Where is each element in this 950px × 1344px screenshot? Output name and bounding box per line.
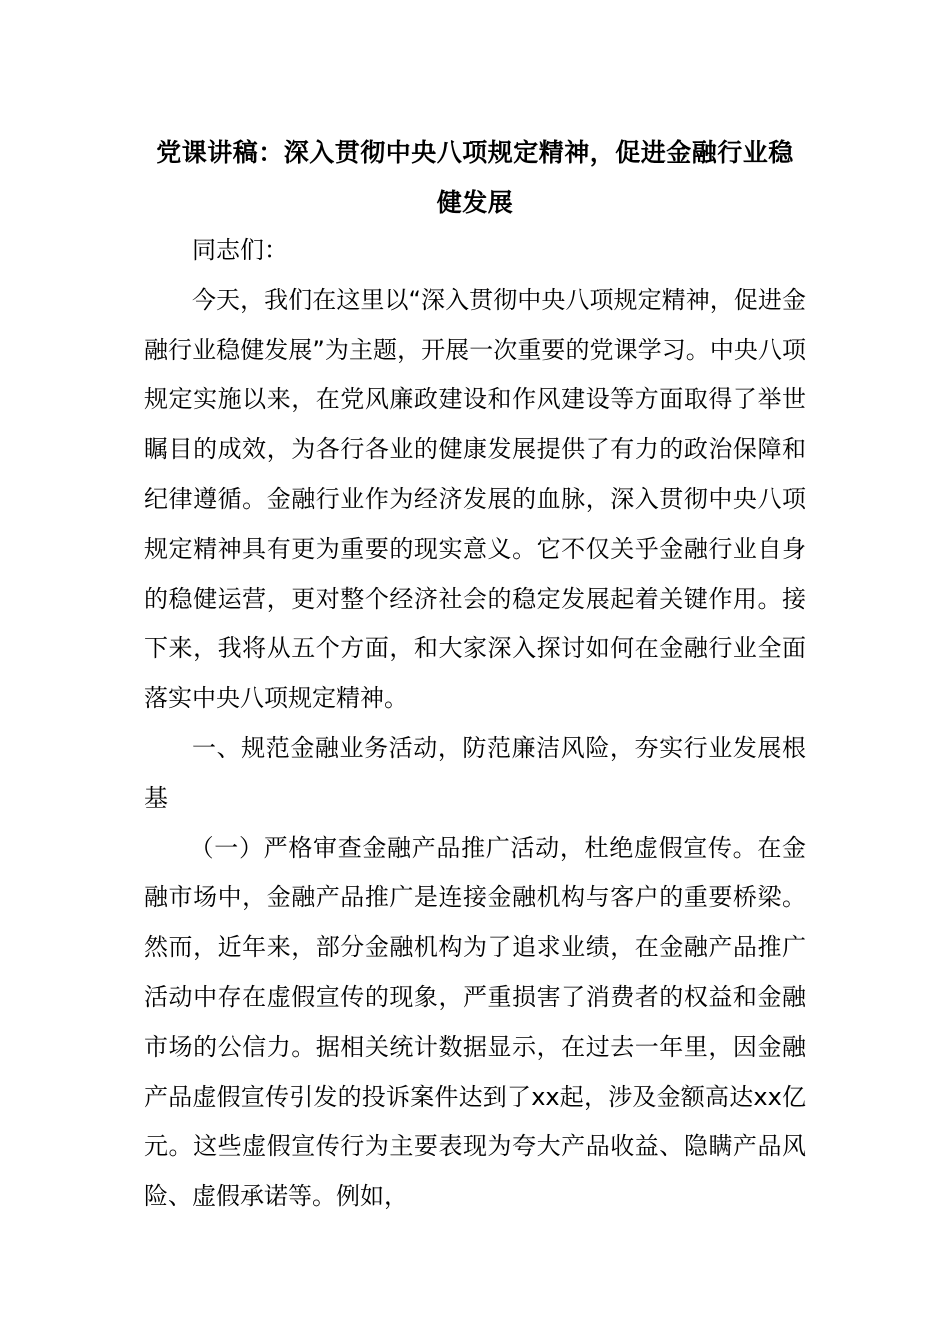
document-body	[144, 226, 806, 1222]
subsection-paragraph: （一）严格审查金融产品推广活动，杜绝虚假宣传。在金融市场中，金融产品推广是连接金融机构与客户的重要桥梁。然而，近年来，部分金融机构为了追求业绩，在金融产品推广活动中存在虚假宣传的现象，严重损害了消费者的权益和金融市场的公信力。据相关统计数据显示，在过去一年里，因金融产品虚假宣传引发的投诉案件达到了xx起，涉及金额高达xx亿元。这些虚假宣传行为主要表现为夸大产品收益、隐瞒产品风险、虚假承诺等。例如，	[144, 833, 806, 1211]
greeting: 同志们：	[192, 236, 288, 264]
section-heading: 一、规范金融业务活动，防范廉洁风险，夯实行业发展根基	[144, 733, 806, 812]
intro-paragraph: 今天，我们在这里以“深入贯彻中央八项规定精神，促进金融行业稳健发展”为主题，开展一次重要的党课学习。中央八项规定实施以来，在党风廉政建设和作风建设等方面取得了举世瞩目的成效，为各行各业的健康发展提供了有力的政治保障和纪律遵循。金融行业作为经济发展的血脉，深入贯彻中央八项规定精神具有更为重要的现实意义。它不仅关乎金融行业自身的稳健运营，更对整个经济社会的稳定发展起着关键作用。接下来，我将从五个方面，和大家深入探讨如何在金融行业全面落实中央八项规定精神。	[144, 285, 806, 713]
document-title: 党课讲稿：深入贯彻中央八项规定精神，促进金融行业稳健发展	[156, 138, 794, 217]
